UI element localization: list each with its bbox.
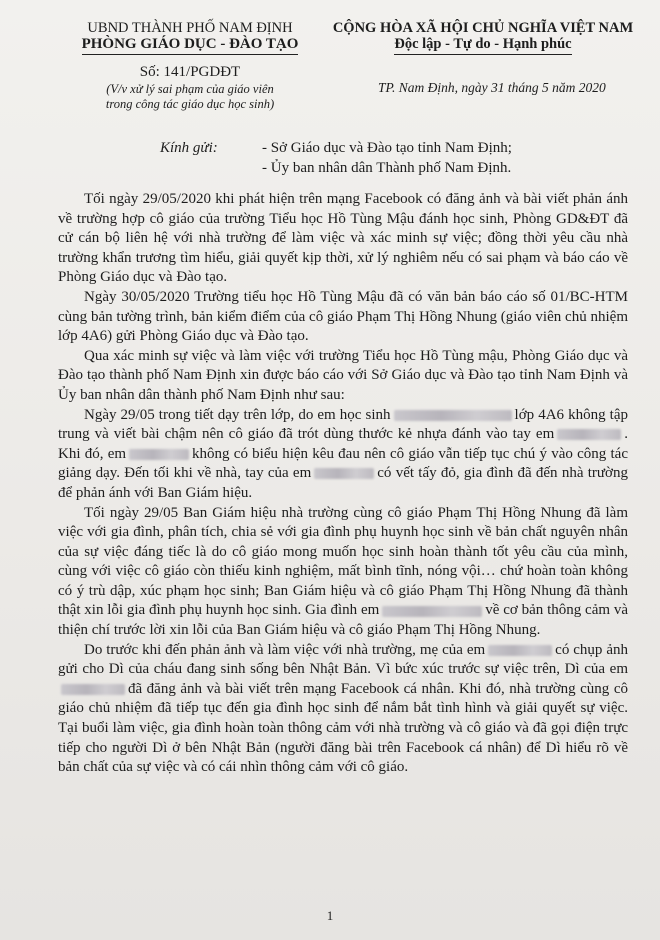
issuer-office — [40, 36, 340, 55]
paragraph-5 — [58, 504, 628, 641]
redacted-name — [488, 645, 552, 656]
redacted-name — [557, 429, 621, 440]
p6-text-a: Do trước khi đến phản ảnh và làm việc với nhà trường, mẹ của em — [84, 641, 486, 658]
page-number: 1 — [326, 908, 334, 923]
document-body — [58, 190, 628, 778]
p4-text-e: có vết tấy đỏ, gia đình đã đến nhà trường để phản ánh với Ban Giám hiệu. — [58, 465, 628, 501]
paragraph-1: Tối ngày 29/05/2020 khi phát hiện trên mạng Facebook có đăng ảnh và bài viết phản ánh về trường hợp cô giáo của trường Tiểu học Hồ Tùng Mậu đánh học sinh, Phòng GD&ĐT đã cử cán bộ liên hệ với nhà trường để làm việc và xác minh sự việc; đồng thời yêu cầu nhà trường khẩn trương tìm hiểu, giải quyết kịp thời, xử lý nghiêm nếu có sai phạm và báo cáo về Phòng Giáo dục và Đào tạo. — [58, 191, 628, 286]
greeting: Kính gửi: — [160, 140, 218, 156]
paragraph-2: Ngày 30/05/2020 Trường tiểu học Hồ Tùng Mậu đã có văn bản báo cáo số 01/BC-HTM cùng bản tường trình, bản kiểm điểm của cô giáo Phạm Thị Hồng Nhung (giáo viên chủ nhiệm lớp 4A6) gửi Phòng Giáo dục và Đào tạo. — [58, 288, 628, 345]
p6-text-b: có chụp ảnh gửi cho Dì của cháu đang sinh sống bên Nhật Bản. Vì bức xúc trước sự việc trên, Dì của em — [58, 641, 628, 678]
paragraph-6 — [58, 641, 628, 778]
national-motto — [318, 36, 648, 55]
paragraph-3: Qua xác minh sự việc và làm việc với trường Tiểu học Hồ Tùng mậu, Phòng Giáo dục và Đào tạo thành phố Nam Định xin được báo cáo với Sở Giáo dục và Đào tạo tỉnh Nam Định và Ủy ban nhân dân thành phố Nam Định như sau: — [58, 347, 628, 403]
p4-text-b: lớp 4A6 không tập trung và viết bài chậm nên cô giáo đã trót dùng thước kẻ nhựa đánh vào tay em — [58, 406, 629, 443]
issuer-office-text: PHÒNG GIÁO DỤC - ĐÀO TẠO — [82, 36, 299, 55]
p4-text-a: Ngày 29/05 trong tiết dạy trên lớp, do em học sinh — [84, 406, 391, 423]
document-subject — [40, 82, 340, 112]
redacted-name — [61, 684, 125, 695]
issuer-parent-agency: UBND THÀNH PHỐ NAM ĐỊNH — [87, 20, 293, 36]
redacted-name — [394, 410, 512, 421]
date-line: TP. Nam Định, ngày 31 tháng 5 năm 2020 — [378, 80, 606, 95]
redacted-name — [382, 606, 482, 617]
national-title: CỘNG HÒA XÃ HỘI CHỦ NGHĨA VIỆT NAM — [332, 20, 634, 36]
p4-text-d: không có biểu hiện kêu đau nên cô giáo vẫn tiếp tục chú ý vào công tác giảng dạy. Đến tối khi về nhà, tay của em — [58, 445, 628, 482]
redacted-name — [129, 449, 189, 460]
p5-text-a: Tối ngày 29/05 Ban Giám hiệu nhà trường cùng cô giáo Phạm Thị Hồng Nhung đã làm việc với gia đình, phân tích, chia sẻ với gia đình phụ huynh học sinh về bản chất nguyên nhân của sự việc đáng tiếc là do cô giáo mong muốn học sinh hoàn thành tốt yêu cầu của mình, cùng với việc cô giáo còn thiếu kinh nghiệm, mất bình tĩnh, nóng vội… chứ hoàn toàn không có ý trù dập, xúc phạm học sinh; Ban Giám hiệu và cô giáo Phạm Thị Hồng Nhung đã thành thật xin lỗi gia đình phụ huynh học sinh. Gia đình em — [58, 504, 628, 619]
recipient-1: - Sở Giáo dục và Đào tạo tỉnh Nam Định; — [262, 140, 512, 156]
p5-text-b: về cơ bản thông cảm và thiện chí trước lời xin lỗi của Ban Giám hiệu và cô giáo Phạm Thị Hồng Nhung. — [58, 602, 628, 639]
issuer-header — [40, 20, 340, 55]
recipient-2: - Ủy ban nhân dân Thành phố Nam Định. — [262, 160, 512, 176]
national-header — [318, 20, 648, 55]
redacted-name — [314, 468, 374, 479]
national-motto-text: Độc lập - Tự do - Hạnh phúc — [394, 36, 571, 55]
paragraph-4 — [58, 406, 628, 504]
p4-text-c: . Khi đó, em — [58, 426, 628, 462]
document-number: Số: 141/PGDĐT — [139, 64, 241, 80]
p6-text-c: đã đăng ảnh và bài viết trên mạng Facebook cá nhân. Khi đó, nhà trường cùng cô giáo chủ nhiệm đã tiếp tục đến gia đình học sinh để nắm bắt tình hình và giải quyết sự việc. Tại buổi làm việc, gia đình hoàn toàn thông cảm với nhà trường và cô giáo và đã gọi điện trực tiếp cho người Dì ở bên Nhật Bản (người đăng bài trên Facebook cá nhân) để Dì hiểu rõ về bản chất của sự việc và có cái nhìn thông cảm với cô giáo. — [58, 680, 628, 776]
subject-line-1: (V/v xử lý sai phạm của giáo viên — [106, 82, 274, 96]
subject-line-2: trong công tác giáo dục học sinh) — [105, 97, 275, 111]
